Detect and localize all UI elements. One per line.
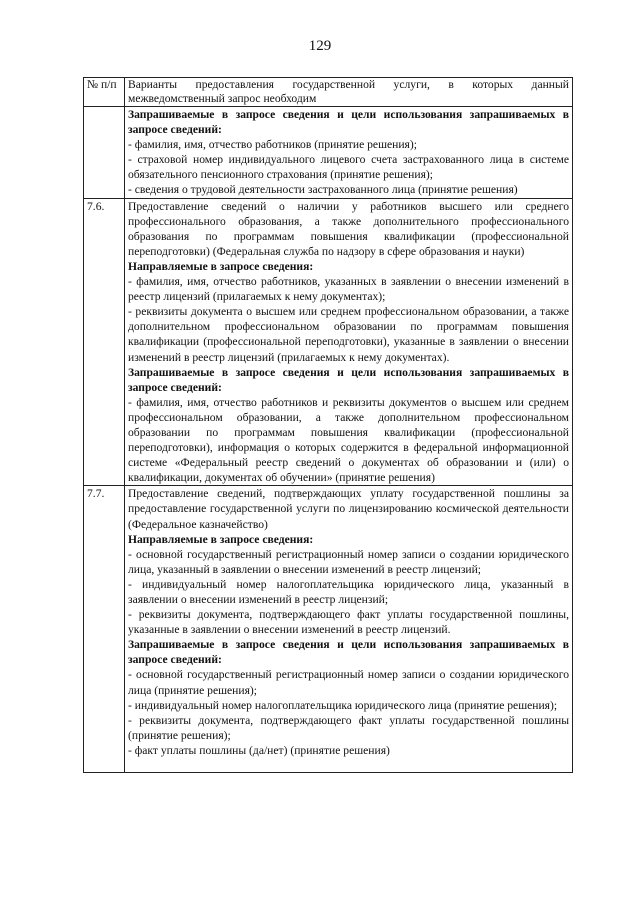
row-intro: Предоставление сведений о наличии у работников высшего или среднего профессионального образования, а также дополнительного профессионального образования по программам повышения квалификации (профессиональной переподготовки) (Федеральная служба по надзору в сфере образования и науки) bbox=[128, 199, 569, 258]
header-title: Варианты предоставления государственной услуги, в которых данный межведомственный запрос необходим bbox=[125, 78, 573, 107]
list-item: - реквизиты документа, подтверждающего факт уплаты государственной пошлины (принятие решения); bbox=[128, 713, 569, 742]
row-body-7-7 bbox=[125, 486, 573, 773]
table-row-continuation bbox=[84, 107, 573, 199]
header-num: № п/п bbox=[84, 78, 125, 107]
table-header-row bbox=[84, 78, 573, 107]
list-item: - реквизиты документа о высшем или среднем профессиональном образовании, а также дополнительном профессиональном образовании по программам повышения квалификации (профессиональной переподготовки), указанные в заявлении о внесении изменений в реестр лицензий (прилагаемых к нему документах). bbox=[128, 305, 569, 364]
list-item: - фамилия, имя, отчество работников, указанных в заявлении о внесении изменений в реестр лицензий (прилагаемых к нему документах); bbox=[128, 275, 569, 304]
list-item: - сведения о трудовой деятельности застрахованного лица (принятие решения) bbox=[128, 183, 518, 197]
table-row-7-6 bbox=[84, 198, 573, 486]
row-spacer bbox=[128, 758, 569, 772]
row-body-7-6 bbox=[125, 198, 573, 486]
row-num: 7.6. bbox=[84, 198, 125, 486]
requested-heading: Запрашиваемые в запросе сведения и цели использования запрашиваемых в запросе сведений: bbox=[128, 365, 569, 394]
list-item: - реквизиты документа, подтверждающего факт уплаты государственной пошлины, указанные в заявлении о внесении изменений в реестр лицензий. bbox=[128, 608, 569, 637]
list-item: - основной государственный регистрационный номер записи о создании юридического лица (принятие решения); bbox=[128, 668, 569, 697]
row-intro: Предоставление сведений, подтверждающих уплату государственной пошлины за предоставление государственной услуги по лицензированию космической деятельности (Федеральное казначейство) bbox=[128, 487, 569, 531]
list-item: - факт уплаты пошлины (да/нет) (принятие решения) bbox=[128, 743, 390, 757]
row-num-empty bbox=[84, 107, 125, 199]
requested-heading: Запрашиваемые в запросе сведения и цели использования запрашиваемых в запросе сведений: bbox=[128, 638, 569, 667]
requests-table bbox=[83, 77, 573, 773]
page-number: 129 bbox=[308, 38, 332, 54]
list-item: - фамилия, имя, отчество работников (принятие решения); bbox=[128, 138, 417, 152]
list-item: - индивидуальный номер налогоплательщика юридического лица (принятие решения); bbox=[128, 698, 558, 712]
list-item: - индивидуальный номер налогоплательщика юридического лица, указанный в заявлении о внесении изменений в реестр лицензий; bbox=[128, 577, 569, 606]
list-item: - страховой номер индивидуального лицевого счета застрахованного лица в системе обязательного пенсионного страхования (принятие решения); bbox=[128, 153, 569, 182]
list-item: - фамилия, имя, отчество работников и реквизиты документов о высшем или среднем профессиональном образовании, а также дополнительном профессиональном образовании по программам повышения квалификации (профессиональной переподготовки), информация о которых содержится в федеральной информационной системе «Федеральный реестр сведений о документах об образовании и (или) о квалификации, документах об обучении» (принятие решения) bbox=[128, 395, 569, 485]
sent-heading: Направляемые в запросе сведения: bbox=[128, 532, 314, 546]
requested-heading: Запрашиваемые в запросе сведения и цели использования запрашиваемых в запросе сведений: bbox=[128, 108, 569, 137]
list-item: - основной государственный регистрационный номер записи о создании юридического лица, указанный в заявлении о внесении изменений в реестр лицензий; bbox=[128, 547, 569, 576]
table-row-7-7 bbox=[84, 486, 573, 773]
row-body-continuation bbox=[125, 107, 573, 199]
row-num: 7.7. bbox=[84, 486, 125, 773]
sent-heading: Направляемые в запросе сведения: bbox=[128, 259, 314, 273]
